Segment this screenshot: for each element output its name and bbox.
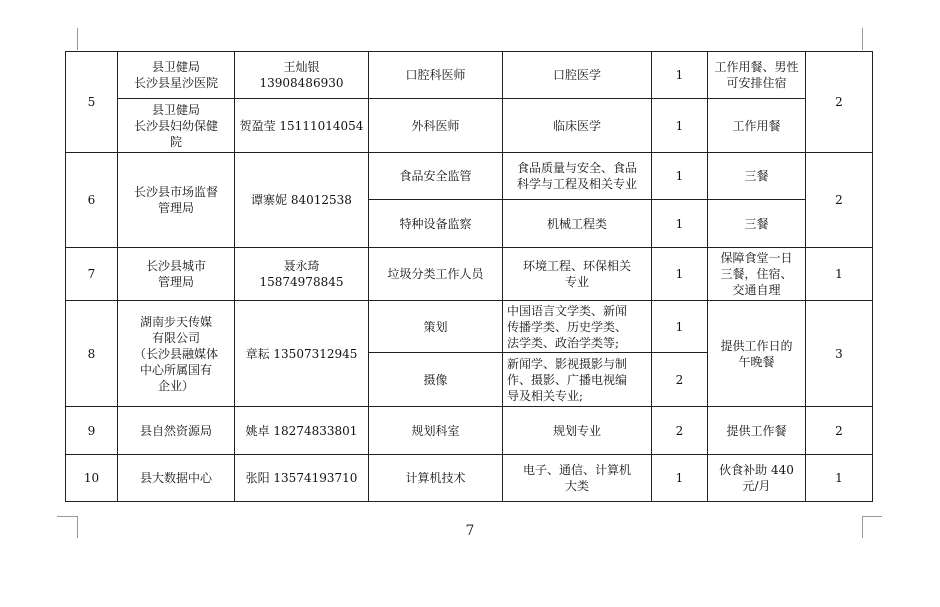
cell-major: 临床医学 [503, 99, 652, 153]
cell-post: 垃圾分类工作人员 [369, 248, 503, 301]
cell-no: 10 [66, 455, 118, 502]
table-row [66, 455, 873, 502]
cell-count: 1 [652, 99, 708, 153]
cell-post: 口腔科医师 [369, 52, 503, 99]
crop-mark-top-left [77, 28, 78, 50]
cell-no: 6 [66, 153, 118, 248]
cell-benefit: 三餐 [708, 153, 806, 200]
cell-total: 2 [806, 407, 873, 455]
cell-contact: 张阳 13574193710 [235, 455, 369, 502]
cell-unit: 县卫健局 长沙县妇幼保健 院 [118, 99, 235, 153]
cell-total: 1 [806, 455, 873, 502]
cell-count: 1 [652, 248, 708, 301]
cell-count: 2 [652, 353, 708, 407]
cell-contact: 王灿银 13908486930 [235, 52, 369, 99]
table-row [66, 52, 873, 99]
cell-unit: 县卫健局 长沙县星沙医院 [118, 52, 235, 99]
cell-benefit: 保障食堂一日 三餐，住宿、 交通自理 [708, 248, 806, 301]
cell-benefit: 工作用餐 [708, 99, 806, 153]
cell-no: 9 [66, 407, 118, 455]
cell-major: 食品质量与安全、食品 科学与工程及相关专业 [503, 153, 652, 200]
cell-total: 3 [806, 301, 873, 407]
cell-count: 1 [652, 153, 708, 200]
cell-contact: 姚卓 18274833801 [235, 407, 369, 455]
cell-post: 摄像 [369, 353, 503, 407]
cell-total: 2 [806, 52, 873, 153]
cell-contact: 聂永琦 15874978845 [235, 248, 369, 301]
cell-major: 环境工程、环保相关 专业 [503, 248, 652, 301]
cell-unit: 县大数据中心 [118, 455, 235, 502]
cell-no: 8 [66, 301, 118, 407]
cell-major: 口腔医学 [503, 52, 652, 99]
recruitment-table [65, 51, 873, 502]
table-row [66, 153, 873, 200]
cell-unit: 县自然资源局 [118, 407, 235, 455]
cell-post: 特种设备监察 [369, 200, 503, 248]
crop-mark-top-right [862, 28, 863, 50]
cell-total: 2 [806, 153, 873, 248]
cell-contact: 谭寨妮 84012538 [235, 153, 369, 248]
table-row [66, 301, 873, 353]
cell-post: 计算机技术 [369, 455, 503, 502]
cell-benefit: 三餐 [708, 200, 806, 248]
cell-benefit: 伙食补助 440 元/月 [708, 455, 806, 502]
cell-major: 电子、通信、计算机 大类 [503, 455, 652, 502]
cell-benefit: 提供工作日的 午晚餐 [708, 301, 806, 407]
table-row [66, 99, 873, 153]
cell-post: 外科医师 [369, 99, 503, 153]
table-row [66, 248, 873, 301]
cell-unit: 长沙县市场监督 管理局 [118, 153, 235, 248]
cell-post: 规划科室 [369, 407, 503, 455]
cell-count: 1 [652, 52, 708, 99]
cell-unit: 长沙县城市 管理局 [118, 248, 235, 301]
cell-count: 1 [652, 200, 708, 248]
page-number: 7 [465, 523, 475, 539]
cell-total: 1 [806, 248, 873, 301]
cell-major: 新闻学、影视摄影与制 作、摄影、广播电视编 导及相关专业; [503, 353, 652, 407]
cell-count: 2 [652, 407, 708, 455]
cell-post: 策划 [369, 301, 503, 353]
crop-mark-bottom-right-h [862, 516, 882, 517]
cell-major: 中国语言文学类、新闻 传播学类、历史学类、 法学类、政治学类等; [503, 301, 652, 353]
cell-unit: 湖南步天传媒 有限公司 （长沙县融媒体 中心所属国有 企业） [118, 301, 235, 407]
cell-no: 5 [66, 52, 118, 153]
cell-count: 1 [652, 455, 708, 502]
cell-benefit: 工作用餐、男性 可安排住宿 [708, 52, 806, 99]
table-row [66, 407, 873, 455]
cell-major: 规划专业 [503, 407, 652, 455]
cell-contact: 章耘 13507312945 [235, 301, 369, 407]
cell-post: 食品安全监管 [369, 153, 503, 200]
crop-mark-bottom-left-h [57, 516, 77, 517]
cell-count: 1 [652, 301, 708, 353]
cell-contact: 贺盈莹 15111014054 [235, 99, 369, 153]
cell-benefit: 提供工作餐 [708, 407, 806, 455]
cell-no: 7 [66, 248, 118, 301]
cell-major: 机械工程类 [503, 200, 652, 248]
